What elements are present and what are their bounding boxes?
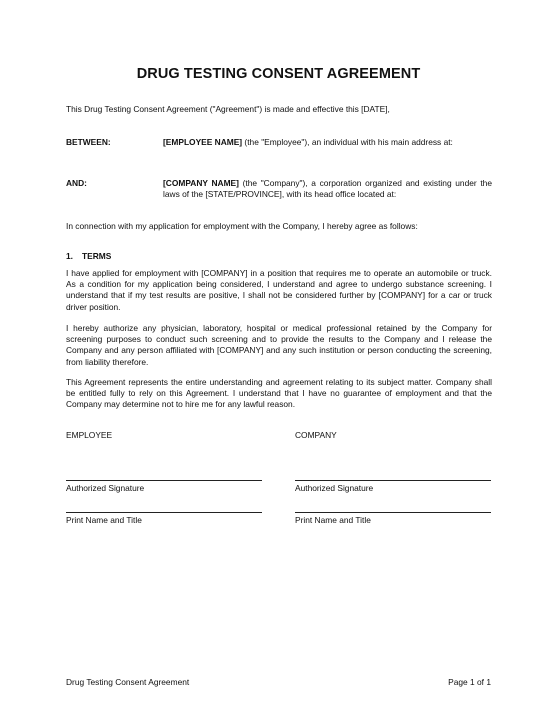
company-heading: COMPANY	[295, 430, 337, 440]
company-name-placeholder: [COMPANY NAME]	[163, 178, 239, 188]
employee-print-name-label: Print Name and Title	[66, 515, 142, 525]
employee-description: (the "Employee"), an individual with his main address at:	[242, 137, 453, 147]
company-print-name-label: Print Name and Title	[295, 515, 371, 525]
company-authorized-signature-label: Authorized Signature	[295, 483, 374, 493]
footer-document-name: Drug Testing Consent Agreement	[66, 677, 190, 687]
section-heading	[66, 251, 111, 261]
between-label: BETWEEN:	[66, 137, 111, 147]
section-number: 1.	[66, 251, 73, 261]
employee-heading: EMPLOYEE	[66, 430, 113, 440]
footer-page-number: Page 1 of 1	[448, 677, 491, 687]
and-party	[163, 178, 492, 200]
employee-signature-line[interactable]	[66, 480, 262, 481]
section-title: TERMS	[82, 251, 112, 261]
terms-paragraph-2: I hereby authorize any physician, laboratory, hospital or medical professional retained by the Company for screening purposes to conduct such screening and to provide the results to the Company and I release the Company and any person affiliated with [COMPANY] and any such institution or person conducting the screening, from liability therefore.	[66, 323, 492, 367]
terms-paragraph-3: This Agreement represents the entire understanding and agreement relating to its subject matter. Company shall be entitled fully to rely on this Agreement. I understand that I have no guarantee of employment and that the Company may determine not to hire me for any lawful reason.	[66, 377, 492, 410]
document-title: DRUG TESTING CONSENT AGREEMENT	[136, 66, 421, 82]
company-signature-line[interactable]	[295, 480, 491, 481]
and-label: AND:	[66, 178, 87, 188]
company-description: (the "Company"), a corporation organized and existing under the laws of the [STATE/PROVINCE], with its head office located at:	[163, 178, 492, 200]
employee-name-placeholder: [EMPLOYEE NAME]	[163, 137, 243, 147]
company-print-name-line[interactable]	[295, 512, 491, 513]
employee-print-name-line[interactable]	[66, 512, 262, 513]
employee-authorized-signature-label: Authorized Signature	[66, 483, 145, 493]
connection-text: In connection with my application for employment with the Company, I hereby agree as follows:	[66, 221, 418, 231]
terms-paragraph-1: I have applied for employment with [COMPANY] in a position that requires me to operate an automobile or truck. As a condition for my application being considered, I understand and agree to undergo substance screening. I understand that if my test results are positive, I shall not be considered further by [COMPANY] for a car or truck driver position.	[66, 268, 492, 312]
between-party	[163, 137, 492, 148]
intro-text: This Drug Testing Consent Agreement ("Agreement") is made and effective this [DATE],	[66, 104, 390, 114]
